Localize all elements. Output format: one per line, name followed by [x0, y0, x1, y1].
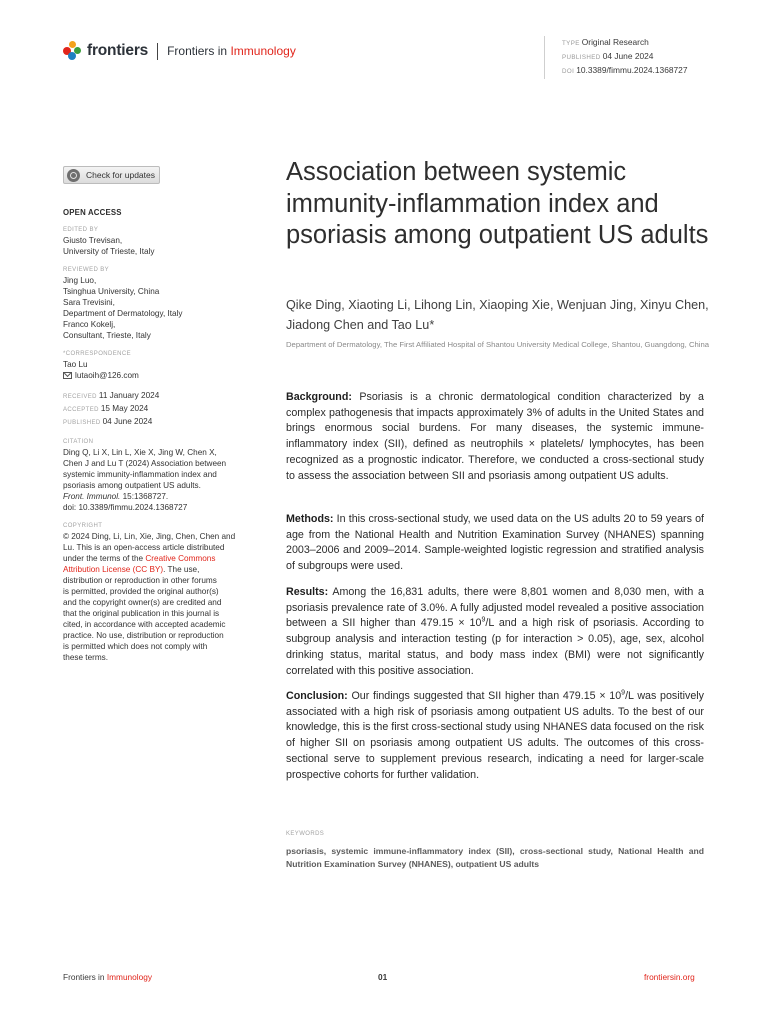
- citation-doi-link[interactable]: doi: 10.3389/fimmu.2024.1368727: [63, 503, 188, 512]
- copyright-line: practice. No use, distribution or reproduction: [63, 631, 224, 640]
- copyright-line: cited, in accordance with accepted academic: [63, 620, 226, 629]
- copyright-line: © 2024 Ding, Li, Lin, Xie, Jing, Chen, Chen and: [63, 532, 236, 541]
- author-list: Qike Ding, Xiaoting Li, Lihong Lin, Xiaoping Xie, Wenjuan Jing, Xinyu Chen, Jiadong Chen and Tao Lu*: [286, 298, 709, 332]
- keywords-label: KEYWORDS: [286, 831, 325, 837]
- page-number: 01: [378, 972, 388, 982]
- footer-journal: Frontiers in Immunology: [63, 972, 153, 982]
- correspondence-label: *CORRESPONDENCE: [63, 351, 132, 357]
- citation-line: Ding Q, Li X, Lin L, Xie X, Jing W, Chen X,: [63, 448, 217, 457]
- copyright-line: is permitted which does not comply with: [63, 642, 208, 651]
- keywords: psoriasis, systemic immune-inflammatory index (SII), cross-sectional study, National Health and Nutrition Examination Survey (NHANES), outpatient US adults: [286, 846, 704, 869]
- published-line: PUBLISHED 04 June 2024: [562, 51, 654, 62]
- email-icon: [63, 372, 72, 379]
- citation-label: CITATION: [63, 439, 94, 445]
- received-date: RECEIVED 11 January 2024: [63, 391, 160, 400]
- correspondence-name: Tao Lu: [63, 360, 88, 369]
- check-for-updates-button[interactable]: [63, 166, 160, 184]
- copyright-line: under the terms of the Creative Commons: [63, 554, 216, 563]
- copyright-line: Attribution License (CC BY). The use,: [63, 565, 200, 574]
- abstract-conclusion: Conclusion: Our findings suggested that SII higher than $479.15 \times 10^9/L$ was positively associated with a high risk of psoriasis among outpatient US adults. To the best of our knowledge, this is the first cross-sectional study using NHANES data focused on the risk of higher SII on psoriasis among outpatient US adults. The outcomes of this cross-sectional serve to supplement previous research, indicating a need for larger-scale prospective cohorts for further validation.: [286, 689, 704, 781]
- abstract-background: Background: Psoriasis is a chronic dermatological condition characterized by a complex pathogenesis that impacts approximately 3% of adults in the United States and brings enormous social burdens. For many diseases, the systemic immune-inflammatory index (SII), defined as neutrophils × platelets/ lymphocytes, has been recognized as a prognostic indicator. Therefore, we conducted a cross-sectional study to assess the association between SII and psoriasis among outpatient US adults.: [286, 391, 704, 482]
- copyright-line: these terms.: [63, 653, 109, 662]
- article-title: Association between systemic immunity-inflammation index and psoriasis among outpatient US adults: [286, 158, 709, 249]
- reviewer-line: Jing Luo,: [63, 276, 97, 285]
- reviewer-line: Sara Trevisini,: [63, 298, 115, 307]
- copyright-line: that the original publication in this journal is: [63, 609, 220, 618]
- reviewer-line: Department of Dermatology, Italy: [63, 309, 183, 318]
- abstract-results: Results: Among the 16,831 adults, there were 8,801 women and 8,030 men, with a psoriasis prevalence rate of 3.0%. A fully adjusted model revealed a positive association between a SII higher than $479.15 \times 10^9/L$ and a high risk of psoriasis. According to subgroup analysis and interaction testing (p for interaction > 0.05), age, sex, alcohol drinking status, marital status, and body mass index (BMI) were not significantly correlated with this positive association.: [286, 586, 705, 677]
- update-icon: [67, 169, 80, 182]
- license-link[interactable]: Attribution License (CC BY): [63, 565, 164, 574]
- check-for-updates-label: Check for updates: [86, 170, 155, 180]
- copyright-line: is permitted, provided the original author(s): [63, 587, 219, 596]
- copyright-line: distribution or reproduction in other forums: [63, 576, 217, 585]
- editor-line: University of Trieste, Italy: [63, 247, 155, 256]
- footer-site-link[interactable]: frontiersin.org: [644, 972, 695, 982]
- citation-journal: Front. Immunol. 15:1368727.: [63, 492, 169, 501]
- license-link[interactable]: Creative Commons: [145, 554, 216, 563]
- dates: [63, 390, 263, 429]
- logo-divider: [157, 43, 158, 60]
- accepted-date: ACCEPTED 15 May 2024: [63, 404, 149, 413]
- citation-line: psoriasis among outpatient US adults.: [63, 481, 201, 490]
- reviewer-line: Consultant, Trieste, Italy: [63, 331, 151, 340]
- article-meta: [544, 36, 688, 79]
- citation-line: systemic immunity-inflammation index and: [63, 470, 217, 479]
- reviewed-by-label: REVIEWED BY: [63, 267, 110, 273]
- affiliation: Department of Dermatology, The First Affiliated Hospital of Shantou University Medical College, Shantou, Guangdong, China: [286, 340, 710, 349]
- publisher-logo[interactable]: [63, 41, 296, 61]
- type-line: TYPE Original Research: [562, 37, 649, 47]
- journal-name: Frontiers in Immunology: [167, 44, 296, 58]
- correspondence-email-link[interactable]: lutaoih@126.com: [63, 370, 263, 381]
- citation-line: Chen J and Lu T (2024) Association between: [63, 459, 227, 468]
- edited-by-label: EDITED BY: [63, 227, 99, 233]
- reviewer-line: Tsinghua University, China: [63, 287, 160, 296]
- logo-text: frontiers: [87, 42, 149, 59]
- open-access-label: OPEN ACCESS: [63, 208, 122, 217]
- reviewer-line: Franco Kokelj,: [63, 320, 116, 329]
- copyright-line: and the copyright owner(s) are credited and: [63, 598, 222, 607]
- published-date: PUBLISHED 04 June 2024: [63, 417, 153, 426]
- doi-line[interactable]: DOI 10.3389/fimmu.2024.1368727: [562, 65, 688, 76]
- abstract-methods: Methods: In this cross-sectional study, we used data on the US adults 20 to 59 years of age from the National Health and Nutrition Examination Survey (NHANES) spanning 2003–2006 and 2009–2014. Sample-weighted logistic regression and stratified analysis of subgroups were used.: [286, 513, 704, 573]
- sidebar-info: [63, 207, 263, 663]
- copyright-label: COPYRIGHT: [63, 523, 103, 529]
- editor-line: Giusto Trevisan,: [63, 236, 123, 245]
- frontiers-logo-icon: [63, 41, 83, 61]
- copyright-line: Lu. This is an open-access article distributed: [63, 543, 225, 552]
